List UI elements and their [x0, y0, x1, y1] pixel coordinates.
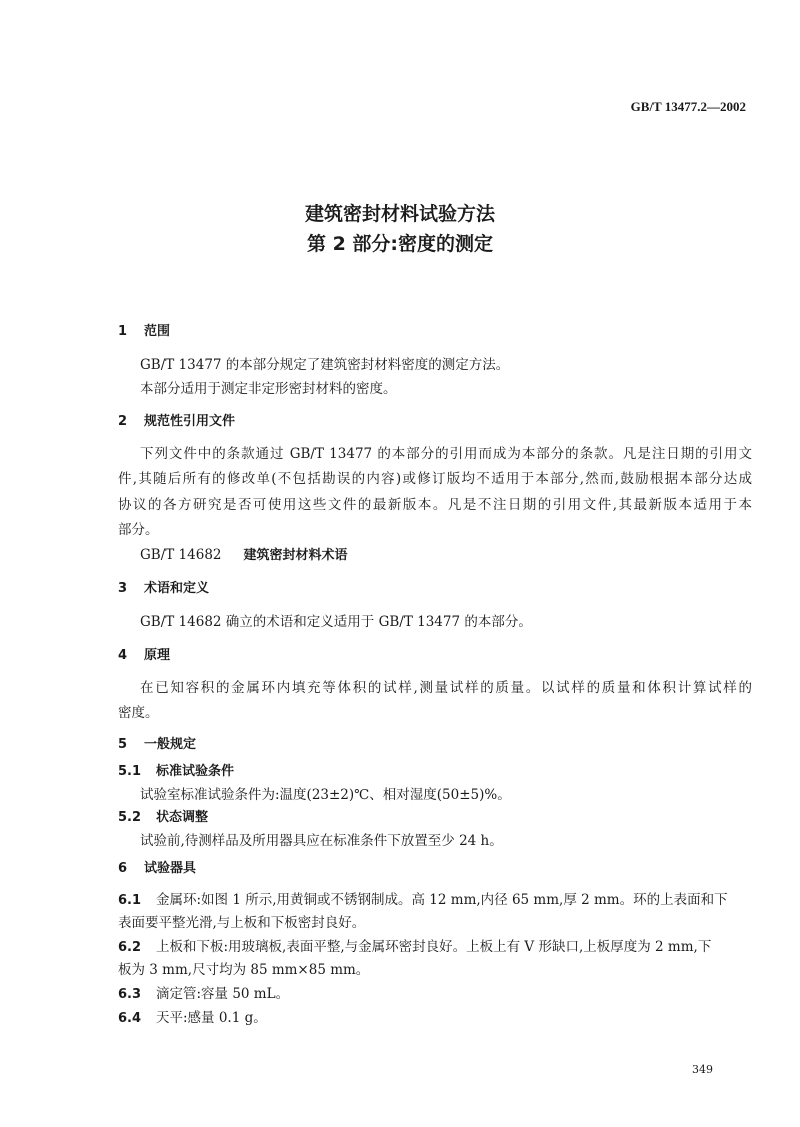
paragraph-line: 表面要平整光滑,与上板和下板密封良好。 — [118, 915, 366, 931]
section-heading-2: 2 规范性引用文件 — [118, 414, 236, 429]
document-subtitle: 第 2 部分:密度的测定 — [306, 233, 494, 255]
paragraph-line: 下列文件中的条款通过 GB/T 13477 的本部分的引用而成为本部分的条款。凡是注日期的引用文 — [140, 446, 752, 462]
paragraph-line: 本部分适用于测定非定形密封材料的密度。 — [140, 381, 397, 397]
section-heading-4: 4 原理 — [118, 648, 171, 663]
paragraph-line: 部分。 — [118, 522, 159, 538]
section-heading-5: 5 一般规定 — [118, 737, 197, 752]
section-heading-1: 1 范围 — [118, 324, 171, 339]
paragraph-line: GB/T 13477 的本部分规定了建筑密封材料密度的测定方法。 — [140, 357, 510, 373]
standard-number: GB/T 13477.2—2002 — [630, 99, 746, 114]
paragraph-line: 在已知容积的金属环内填充等体积的试样,测量试样的质量。以试样的质量和体积计算试样的 — [140, 680, 752, 696]
section-heading-3: 3 术语和定义 — [118, 581, 210, 596]
subsection-heading-5-1: 5.1 标准试验条件 — [118, 764, 235, 779]
page-number: 349 — [692, 1063, 713, 1076]
paragraph-line: 试验前,待测样品及所用器具应在标准条件下放置至少 24 h。 — [140, 833, 503, 849]
paragraph-line: GB/T 14682 确立的术语和定义适用于 GB/T 13477 的本部分。 — [140, 614, 532, 630]
clause-6-1: 6.1 金属环:如图 1 所示,用黄铜或不锈钢制成。高 12 mm,内径 65 mm,厚 2 mm。环的上表面和下 — [118, 892, 728, 908]
subsection-heading-5-2: 5.2 状态调整 — [118, 810, 209, 825]
paragraph-line: 密度。 — [118, 705, 159, 721]
paragraph-line: 件,其随后所有的修改单(不包括勘误的内容)或修订版均不适用于本部分,然而,鼓励根据本部分达成 — [118, 471, 752, 487]
paragraph-line: 协议的各方研究是否可使用这些文件的最新版本。凡是不注日期的引用文件,其最新版本适用于本 — [118, 497, 752, 513]
paragraph-line: 板为 3 mm,尺寸均为 85 mm×85 mm。 — [118, 962, 370, 978]
paragraph-line: 试验室标准试验条件为:温度(23±2)℃、相对湿度(50±5)%。 — [140, 787, 511, 803]
clause-6-2: 6.2 上板和下板:用玻璃板,表面平整,与金属环密封良好。上板上有 V 形缺口,上板厚度为 2 mm,下 — [118, 939, 712, 955]
normative-reference: GB/T 14682 建筑密封材料术语 — [140, 547, 348, 563]
clause-6-3: 6.3 滴定管:容量 50 mL。 — [118, 986, 290, 1002]
clause-6-4: 6.4 天平:感量 0.1 g。 — [118, 1010, 267, 1026]
document-title: 建筑密封材料试验方法 — [304, 203, 495, 225]
section-heading-6: 6 试验器具 — [118, 861, 197, 876]
